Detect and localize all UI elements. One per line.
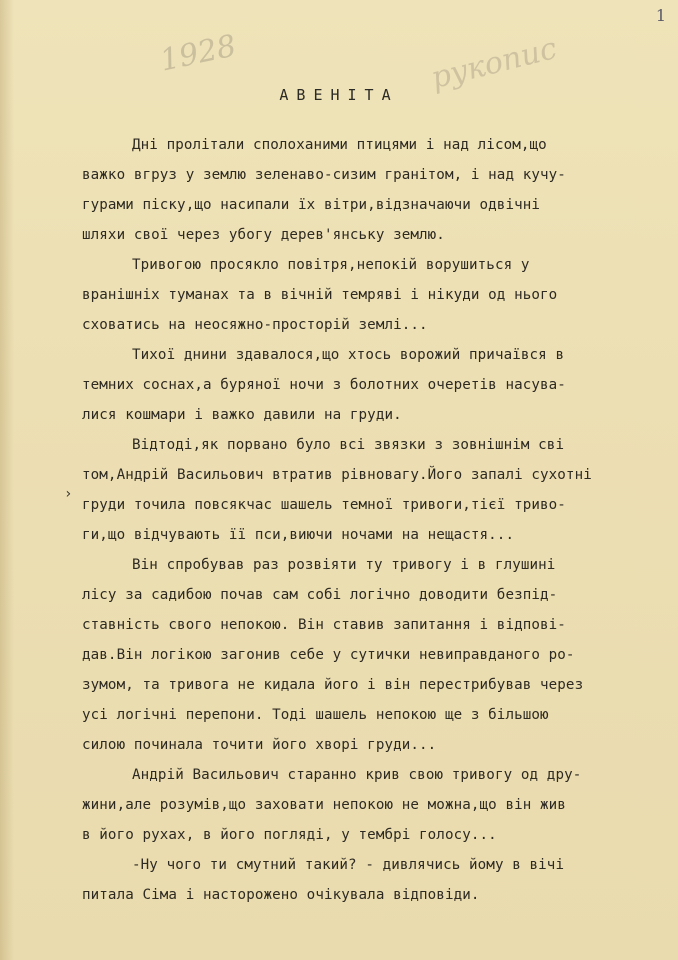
text-line: дав.Він логікою загонив себе у сутички невиправданого ро-	[82, 647, 575, 663]
handwritten-year: 1928	[157, 28, 240, 79]
text-line: лися кошмари і важко давили на груди.	[82, 407, 402, 423]
text-line: темних соснах,а буряної ночи з болотних очеретів насува-	[82, 377, 566, 393]
text-line: шляхи свої через убогу дерев'янську землю.	[82, 227, 445, 243]
text-line: Андрій Васильович старанно крив свою тривогу од дру-	[132, 767, 582, 783]
text-line: ги,що відчувають її пси,виючи ночами на нещастя...	[82, 527, 515, 543]
text-line: лісу за садибою почав сам собі логічно доводити безпід-	[82, 587, 558, 603]
handwritten-note: рукопис	[427, 31, 561, 96]
text-line: Дні пролітали сполоханими птицями і над лісом,що	[132, 137, 547, 153]
text-line: в його рухах, в його погляді, у тембрі голосу...	[82, 827, 497, 843]
text-line: вранішніх туманах та в вічній темряві і нікуди од нього	[82, 287, 558, 303]
text-line: Він спробував раз розвіяти ту тривогу і в глушині	[132, 557, 556, 573]
text-line: силою починала точити його хворі груди...	[82, 737, 437, 753]
text-line: том,Андрій Васильович втратив рівновагу.Його запалі сухотні	[82, 467, 592, 483]
text-line: зумом, та тривога не кидала його і він перестрибував через	[82, 677, 584, 693]
document-body	[82, 130, 642, 910]
page-number: 1	[655, 6, 666, 25]
text-line: питала Сіма і насторожено очікувала відповіди.	[82, 887, 480, 903]
text-line: груди точила повсякчас шашель темної тривоги,тієї триво-	[82, 497, 566, 513]
text-line: сховатись на неосяжно-просторій землі...	[82, 317, 428, 333]
text-line: Відтоді,як порвано було всі звязки з зовнішнім сві	[132, 437, 565, 453]
text-line: ставність свого непокою. Він ставив запитання і відпові-	[82, 617, 566, 633]
text-line: гурами піску,що насипали їх вітри,відзначаючи одвічні	[82, 197, 541, 213]
text-line: -Ну чого ти смутний такий? - дивлячись йому в вічі	[132, 857, 565, 873]
text-line: Тривогою просякло повітря,непокій ворушиться у	[132, 257, 530, 273]
text-line: Тихої днини здавалося,що хтось ворожий причаївся в	[132, 347, 565, 363]
text-line: усі логічні перепони. Тоді шашель непокою ще з більшою	[82, 707, 549, 723]
text-line: важко вгруз у землю зеленаво-сизим гранітом, і над кучу-	[82, 167, 566, 183]
page-edge-shadow	[0, 0, 14, 960]
margin-mark: ›	[64, 486, 73, 502]
document-title: АВЕНІТА	[279, 86, 399, 104]
text-line: жини,але розумів,що заховати непокою не можна,що він жив	[82, 797, 566, 813]
